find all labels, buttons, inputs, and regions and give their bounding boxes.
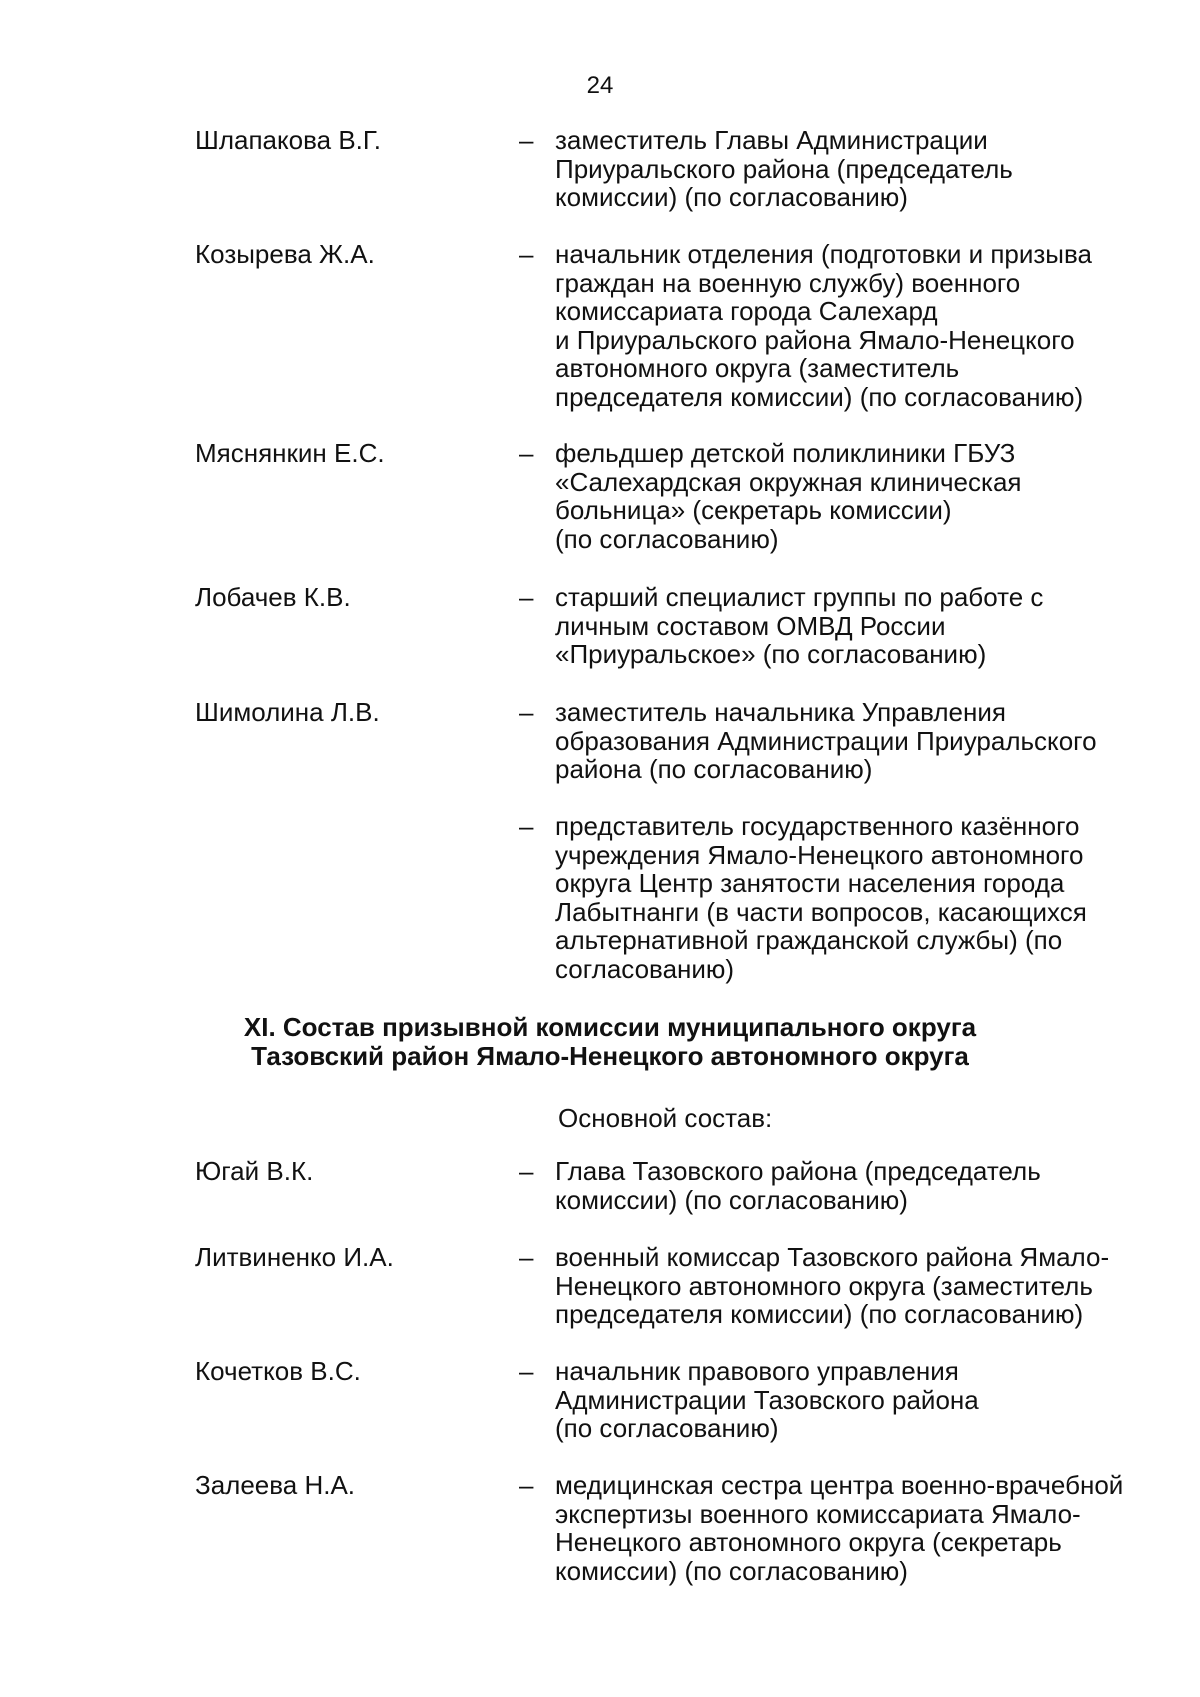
dash-separator: –	[519, 697, 534, 727]
section-heading: XI. Состав призывной комиссии муниципального округа Тазовский район Ямало-Ненецкого автономного округа	[243, 1012, 977, 1071]
member-name: Шлапакова В.Г.	[195, 125, 382, 155]
dash-separator: –	[519, 1156, 534, 1186]
page-number: 24	[586, 72, 614, 99]
member-description: старший специалист группы по работе с личным составом ОМВД России «Приуральское» (по согласованию)	[555, 582, 1044, 669]
member-description: представитель государственного казённого учреждения Ямало-Ненецкого автономного округа Центр занятости населения города Лабытнанги (в части вопросов, касающихся альтернативной гражданской службы) (по согласованию)	[555, 811, 1087, 984]
subheading-main-composition: Основной состав:	[558, 1103, 773, 1133]
member-name: Мяснянкин Е.С.	[195, 438, 385, 468]
member-name: Шимолина Л.В.	[195, 697, 380, 727]
member-name: Кочетков В.С.	[195, 1356, 361, 1386]
dash-separator: –	[519, 1356, 534, 1386]
member-description: заместитель Главы Администрации Приуральского района (председатель комиссии) (по согласованию)	[555, 125, 1013, 212]
dash-separator: –	[519, 438, 534, 468]
member-description: Глава Тазовского района (председатель комиссии) (по согласованию)	[555, 1156, 1041, 1215]
dash-separator: –	[519, 239, 534, 269]
member-description: начальник правового управления Администрации Тазовского района (по согласованию)	[555, 1356, 979, 1443]
member-name: Литвиненко И.А.	[195, 1242, 394, 1272]
member-description: фельдшер детской поликлиники ГБУЗ «Салехардская окружная клиническая больница» (секретарь комиссии) (по согласованию)	[555, 438, 1022, 554]
dash-separator: –	[519, 1242, 534, 1272]
member-description: медицинская сестра центра военно-врачебной экспертизы военного комиссариата Ямало- Ненецкого автономного округа (секретарь комиссии) (по согласованию)	[555, 1470, 1124, 1586]
member-description: начальник отделения (подготовки и призыва граждан на военную службу) военного комиссариата города Салехард и Приуральского района Ямало-Ненецкого автономного округа (заместитель председателя комиссии) (по согласованию)	[555, 239, 1092, 412]
dash-separator: –	[519, 1470, 534, 1500]
member-name: Лобачев К.В.	[195, 582, 351, 612]
dash-separator: –	[519, 125, 534, 155]
dash-separator: –	[519, 582, 534, 612]
dash-separator: –	[519, 811, 534, 841]
member-name: Залеева Н.А.	[195, 1470, 356, 1500]
member-description: заместитель начальника Управления образования Администрации Приуральского района (по согласованию)	[555, 697, 1097, 784]
member-name: Югай В.К.	[195, 1156, 314, 1186]
member-description: военный комиссар Тазовского района Ямало- Ненецкого автономного округа (заместитель председателя комиссии) (по согласованию)	[555, 1242, 1110, 1329]
member-name: Козырева Ж.А.	[195, 239, 375, 269]
